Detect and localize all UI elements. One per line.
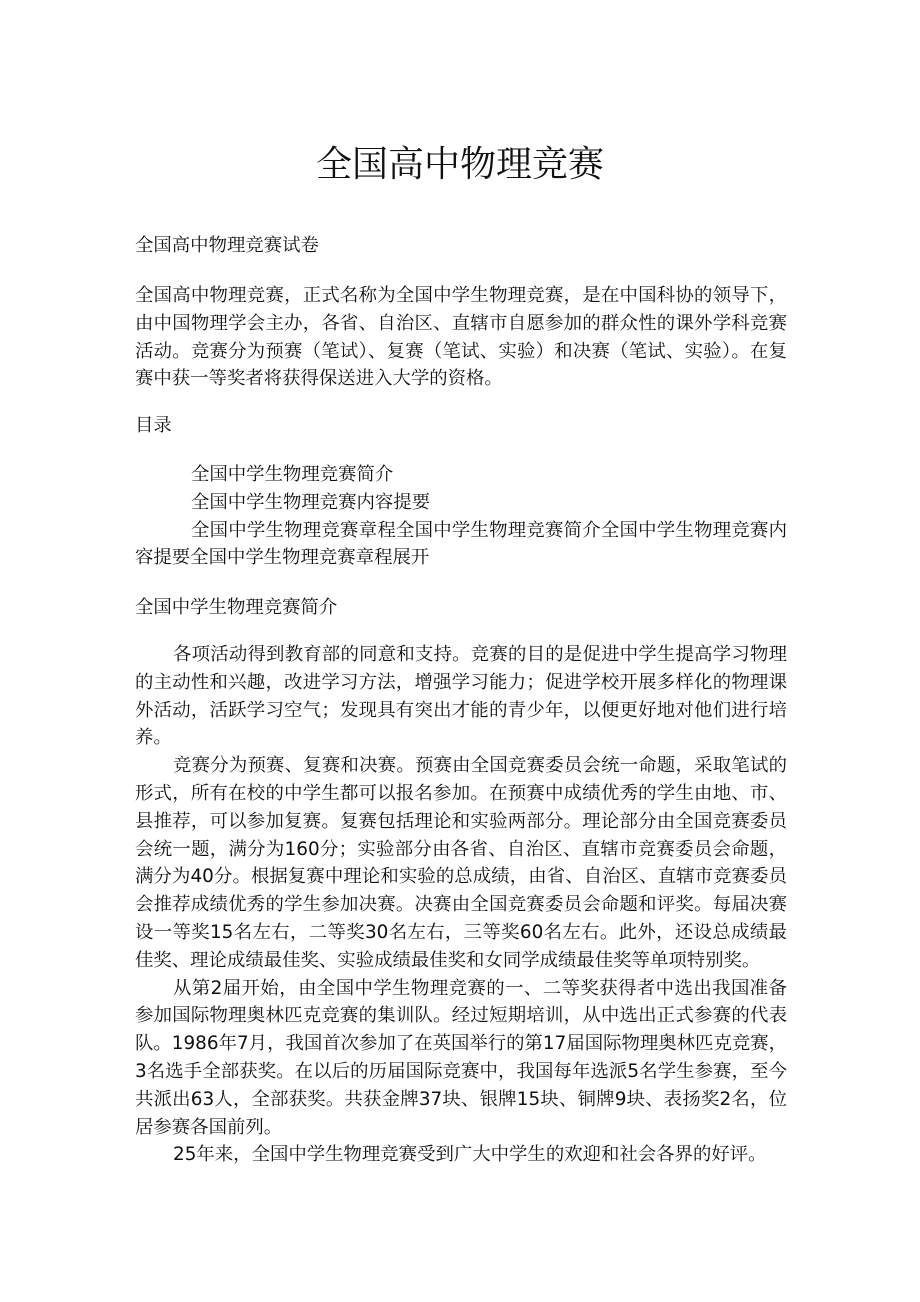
toc-item-summary[interactable]: 全国中学生物理竞赛内容提要 (191, 491, 431, 513)
toc-item-intro[interactable]: 全国中学生物理竞赛简介 (191, 464, 394, 485)
section-body (135, 641, 787, 1169)
body-paragraph: 各项活动得到教育部的同意和支持。竞赛的目的是促进中学生提高学习物理的主动性和兴趣，改进学习方法，增强学习能力；促进学校开展多样化的物理课外活动，活跃学习空气；发现具有突出才能的青少年，以便更好地对他们进行培养。 (135, 644, 787, 749)
document-title: 全国高中物理竞赛 (315, 144, 604, 186)
toc-heading: 目录 (135, 415, 172, 436)
intro-paragraph: 全国高中物理竞赛，正式名称为全国中学生物理竞赛，是在中国科协的领导下，由中国物理学会主办，各省、自治区、直辖市自愿参加的群众性的课外学科竞赛活动。竞赛分为预赛（笔试）、复赛（笔试、实验）和决赛（笔试、实验）。在复赛中获一等奖者将获得保送进入大学的资格。 (135, 285, 787, 390)
body-paragraph: 25年来，全国中学生物理竞赛受到广大中学生的欢迎和社会各界的好评。 (173, 1144, 767, 1166)
document-subtitle: 全国高中物理竞赛试卷 (135, 235, 319, 256)
body-paragraph: 竞赛分为预赛、复赛和决赛。预赛由全国竞赛委员会统一命题，采取笔试的形式，所有在校的中学生都可以报名参加。在预赛中成绩优秀的学生由地、市、县推荐，可以参加复赛。复赛包括理论和实验两部分。理论部分由全国竞赛委员会统一题，满分为160分；实验部分由各省、自治区、直辖市竞赛委员会命题，满分为40分。根据复赛中理论和实验的总成绩，由省、自治区、直辖市竞赛委员会推荐成绩优秀的学生参加决赛。决赛由全国竞赛委员会命题和评奖。每届决赛设一等奖15名左右，二等奖30名左右，三等奖60名左右。此外，还设总成绩最佳奖、理论成绩最佳奖、实验成绩最佳奖和女同学成绩最佳奖等单项特别奖。 (135, 755, 787, 971)
section-heading: 全国中学生物理竞赛简介 (135, 597, 338, 618)
table-of-contents (135, 461, 787, 572)
toc-item-rules[interactable]: 全国中学生物理竞赛章程全国中学生物理竞赛简介全国中学生物理竞赛内容提要全国中学生物理竞赛章程展开 (135, 519, 787, 569)
body-paragraph: 从第2届开始，由全国中学生物理竞赛的一、二等奖获得者中选出我国准备参加国际物理奥林匹克竞赛的集训队。经过短期培训，从中选出正式参赛的代表队。1986年7月，我国首次参加了在英国举行的第17届国际物理奥林匹克竞赛，3名选手全部获奖。在以后的历届国际竞赛中，我国每年选派5名学生参赛，至今共派出63人，全部获奖。共获金牌37块、银牌15块、铜牌9块、表扬奖2名，位居参赛各国前列。 (135, 977, 788, 1138)
